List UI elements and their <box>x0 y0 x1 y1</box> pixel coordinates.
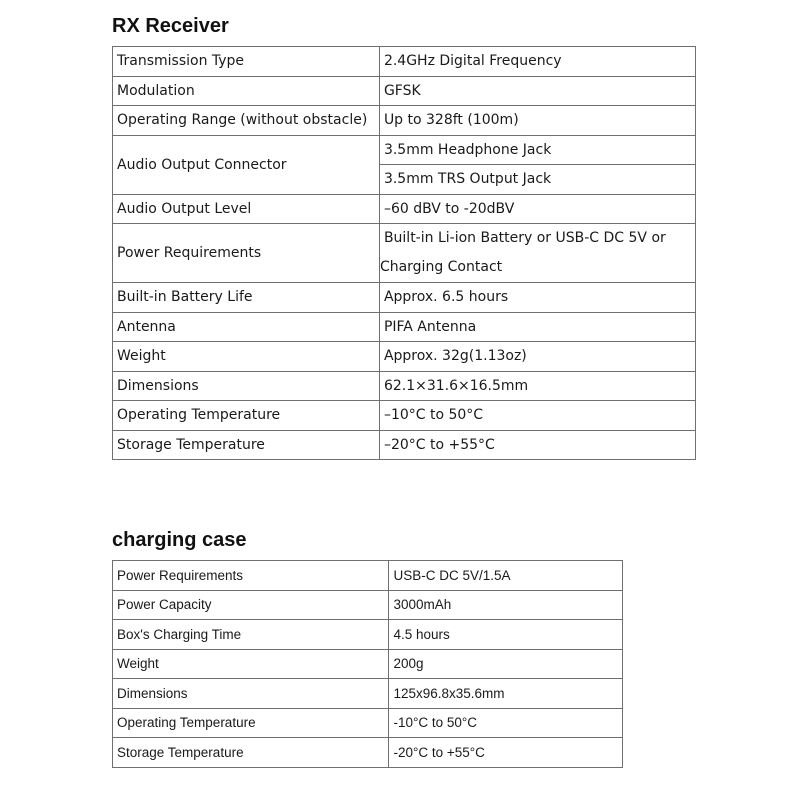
spec-key: Operating Temperature <box>113 401 380 431</box>
spec-value-line: Charging Contact <box>379 259 503 275</box>
rx-receiver-spec-table <box>112 46 696 460</box>
spec-key: Storage Temperature <box>113 430 380 460</box>
spec-key: Modulation <box>113 76 380 106</box>
spec-key: Built-in Battery Life <box>113 283 380 313</box>
spec-value: Approx. 6.5 hours <box>379 283 695 313</box>
table-row <box>113 312 696 342</box>
table-row <box>113 224 696 283</box>
table-row <box>113 590 623 620</box>
spec-value <box>379 224 695 283</box>
spec-value: 4.5 hours <box>389 620 623 650</box>
spec-value: 200g <box>389 649 623 679</box>
spec-key: Dimensions <box>113 371 380 401</box>
table-row <box>113 649 623 679</box>
table-row <box>113 371 696 401</box>
table-row <box>113 738 623 768</box>
spec-key: Box's Charging Time <box>113 620 389 650</box>
spec-value: Approx. 32g(1.13oz) <box>379 342 695 372</box>
rx-receiver-title: RX Receiver <box>112 15 229 37</box>
spec-value: GFSK <box>379 76 695 106</box>
spec-value: 62.1×31.6×16.5mm <box>379 371 695 401</box>
spec-key: Antenna <box>113 312 380 342</box>
spec-key: Dimensions <box>113 679 389 709</box>
spec-key: Audio Output Connector <box>113 135 380 194</box>
spec-key: Power Capacity <box>113 590 389 620</box>
spec-key: Operating Range (without obstacle) <box>113 106 380 136</box>
spec-value: USB-C DC 5V/1.5A <box>389 561 623 591</box>
spec-value: PIFA Antenna <box>379 312 695 342</box>
spec-value: 2.4GHz Digital Frequency <box>379 47 695 77</box>
spec-key: Weight <box>113 649 389 679</box>
table-row <box>113 76 696 106</box>
table-row <box>113 283 696 313</box>
spec-key: Weight <box>113 342 380 372</box>
table-row <box>113 194 696 224</box>
spec-key: Power Requirements <box>113 224 380 283</box>
spec-key: Power Requirements <box>113 561 389 591</box>
table-row <box>113 342 696 372</box>
table-row <box>113 106 696 136</box>
table-row <box>113 135 696 165</box>
spec-key: Operating Temperature <box>113 708 389 738</box>
table-row <box>113 708 623 738</box>
spec-value: -10°C to 50°C <box>389 708 623 738</box>
spec-value: Up to 328ft (100m) <box>379 106 695 136</box>
spec-key: Storage Temperature <box>113 738 389 768</box>
table-row <box>113 47 696 77</box>
table-row <box>113 401 696 431</box>
charging-case-title: charging case <box>112 529 247 551</box>
spec-value: 3.5mm Headphone Jack <box>379 135 695 165</box>
spec-key: Audio Output Level <box>113 194 380 224</box>
spec-value: –20°C to +55°C <box>379 430 695 460</box>
spec-value-line: Built-in Li-ion Battery or USB-C DC 5V or <box>383 230 666 246</box>
spec-key: Transmission Type <box>113 47 380 77</box>
spec-value: -20°C to +55°C <box>389 738 623 768</box>
spec-value: 125x96.8x35.6mm <box>389 679 623 709</box>
table-row <box>113 620 623 650</box>
table-row <box>113 561 623 591</box>
spec-value: –60 dBV to -20dBV <box>379 194 695 224</box>
table-row <box>113 679 623 709</box>
spec-value: 3000mAh <box>389 590 623 620</box>
spec-value: 3.5mm TRS Output Jack <box>379 165 695 195</box>
table-row <box>113 430 696 460</box>
spec-value: –10°C to 50°C <box>379 401 695 431</box>
charging-case-spec-table <box>112 560 623 768</box>
